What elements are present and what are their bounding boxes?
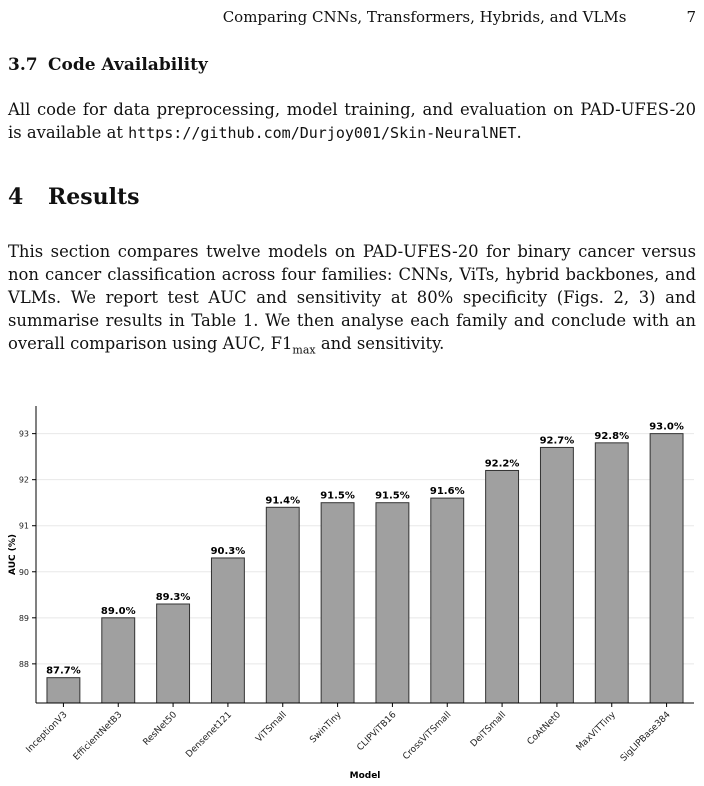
x-tick-label: MaxViTTiny	[574, 710, 618, 754]
data-label: 91.5%	[375, 490, 410, 502]
bar	[47, 678, 80, 703]
bar	[157, 604, 190, 703]
y-axis-label: AUC (%)	[8, 534, 18, 575]
bar	[321, 503, 354, 703]
bar	[540, 447, 573, 703]
bar	[595, 443, 628, 703]
bar	[486, 470, 519, 703]
bar	[102, 618, 135, 703]
y-tick-label: 90	[18, 567, 29, 577]
x-tick-label: CLIPViTB16	[355, 710, 399, 754]
x-tick-label: InceptionV3	[24, 710, 70, 756]
bar	[431, 498, 464, 703]
data-label: 91.4%	[265, 495, 301, 507]
data-label: 91.5%	[320, 490, 355, 502]
data-label: 89.0%	[100, 605, 136, 617]
y-tick-label: 91	[18, 521, 29, 531]
x-tick-label: EfficientNetB3	[71, 710, 125, 763]
data-label: 87.7%	[46, 665, 81, 677]
x-tick-label: SigLIPBase384	[618, 710, 673, 764]
bar	[211, 558, 244, 703]
running-title: Comparing CNNs, Transformers, Hybrids, and VLMs	[222, 8, 627, 26]
y-tick-label: 88	[18, 659, 29, 669]
auc-bar-chart	[0, 398, 704, 786]
paragraph-text-end: .	[516, 123, 522, 142]
x-tick-label: ResNet50	[141, 710, 180, 748]
section-number: 4	[8, 184, 24, 210]
y-tick-label: 92	[18, 475, 29, 485]
x-tick-label: CoAtNet0	[525, 710, 564, 748]
data-label: 93.0%	[649, 421, 684, 433]
data-label: 89.3%	[155, 592, 191, 603]
paragraph-text-end: and sensitivity.	[315, 334, 445, 353]
bar	[376, 503, 409, 703]
page-number: 7	[686, 8, 696, 26]
section-title: Code Availability	[48, 55, 208, 75]
x-tick-label: SwinTiny	[308, 710, 344, 746]
x-tick-label: CrossViTSmall	[401, 710, 454, 763]
x-tick-label: Densenet121	[184, 710, 235, 760]
section-heading-code-availability	[8, 55, 208, 75]
x-tick-label: DeiTSmall	[468, 710, 509, 750]
github-url[interactable]: https://github.com/Durjoy001/Skin-NeuralNET	[128, 124, 517, 142]
data-label: 92.2%	[484, 458, 520, 470]
data-label: 91.6%	[429, 486, 465, 498]
paragraph-text: All code for data preprocessing, model training, and evaluation on PAD-UFES-20 is available at	[8, 100, 696, 142]
data-label: 92.7%	[539, 435, 575, 447]
data-label: 92.8%	[594, 430, 630, 442]
y-tick-label: 93	[18, 429, 29, 439]
y-tick-label: 89	[18, 613, 29, 623]
bar	[266, 507, 299, 703]
paragraph-text: This section compares twelve models on PAD-UFES-20 for binary cancer versus non cancer classification across four families: CNNs, ViTs, hybrid backbones, and VLMs. We report test AUC and sensitivity at 80% specificity (Figs. 2, 3) and summarise results in Table 1. We then analyse each family and conclude with an overall comparison using AUC, F1	[8, 242, 696, 353]
running-head	[200, 8, 696, 26]
x-tick-label: ViTSmall	[254, 710, 289, 745]
section-heading-results	[8, 184, 140, 210]
section-number: 3.7	[8, 55, 38, 75]
data-label: 90.3%	[210, 545, 246, 557]
subscript-max: max	[292, 343, 316, 357]
bar	[650, 434, 683, 703]
x-axis-label: Model	[349, 771, 381, 781]
code-availability-paragraph	[8, 98, 696, 145]
section-title: Results	[48, 184, 140, 210]
results-paragraph	[8, 240, 696, 361]
